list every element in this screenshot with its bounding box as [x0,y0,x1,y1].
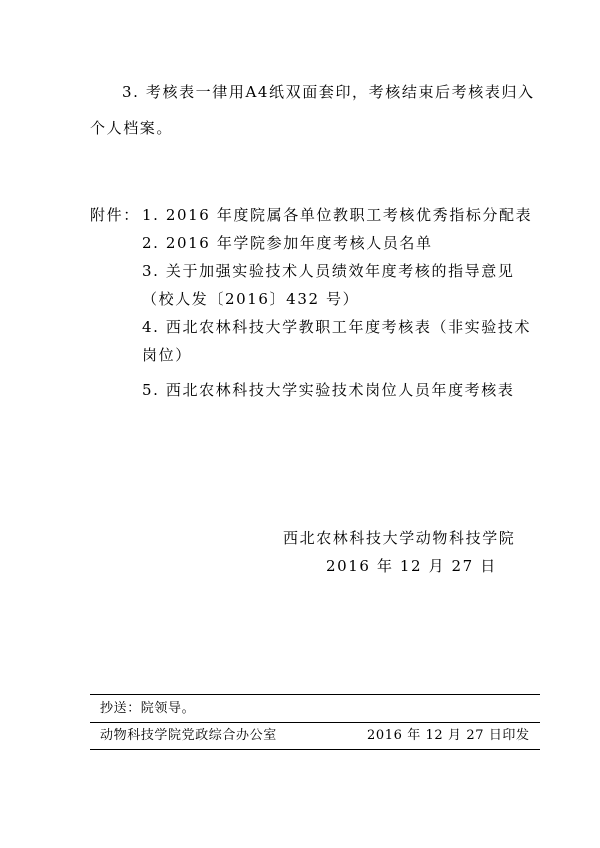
footer-office: 动物科技学院党政综合办公室 [100,728,277,743]
attachment-item-3-ref: （校人发〔2016〕432 号） [142,290,360,308]
attachment-item-4: 4. 西北农林科技大学教职工年度考核表（非实验技术 [142,318,532,336]
footer-issue-date: 2016 年 12 月 27 日印发 [367,728,530,743]
attachment-item-1: 1. 2016 年度院属各单位教职工考核优秀指标分配表 [142,206,533,224]
attachments-label: 附件： [90,206,140,224]
item3-line1: 3. 考核表一律用A4纸双面套印，考核结束后考核表归入 [122,83,535,101]
attachment-item-5: 5. 西北农林科技大学实验技术岗位人员年度考核表 [142,381,515,399]
footer-cc: 抄送：院领导。 [100,701,196,716]
attachment-item-2: 2. 2016 年学院参加年度考核人员名单 [142,234,433,252]
footer-top-rule [90,694,540,695]
footer-bottom-rule [90,749,540,750]
footer-middle-rule [90,722,540,723]
signature-org: 西北农林科技大学动物科技学院 [283,529,516,547]
attachment-item-3: 3. 关于加强实验技术人员绩效年度考核的指导意见 [142,262,515,280]
item3-line2: 个人档案。 [90,119,174,137]
signature-date: 2016 年 12 月 27 日 [326,557,497,575]
attachment-item-4-cont: 岗位） [142,346,192,364]
